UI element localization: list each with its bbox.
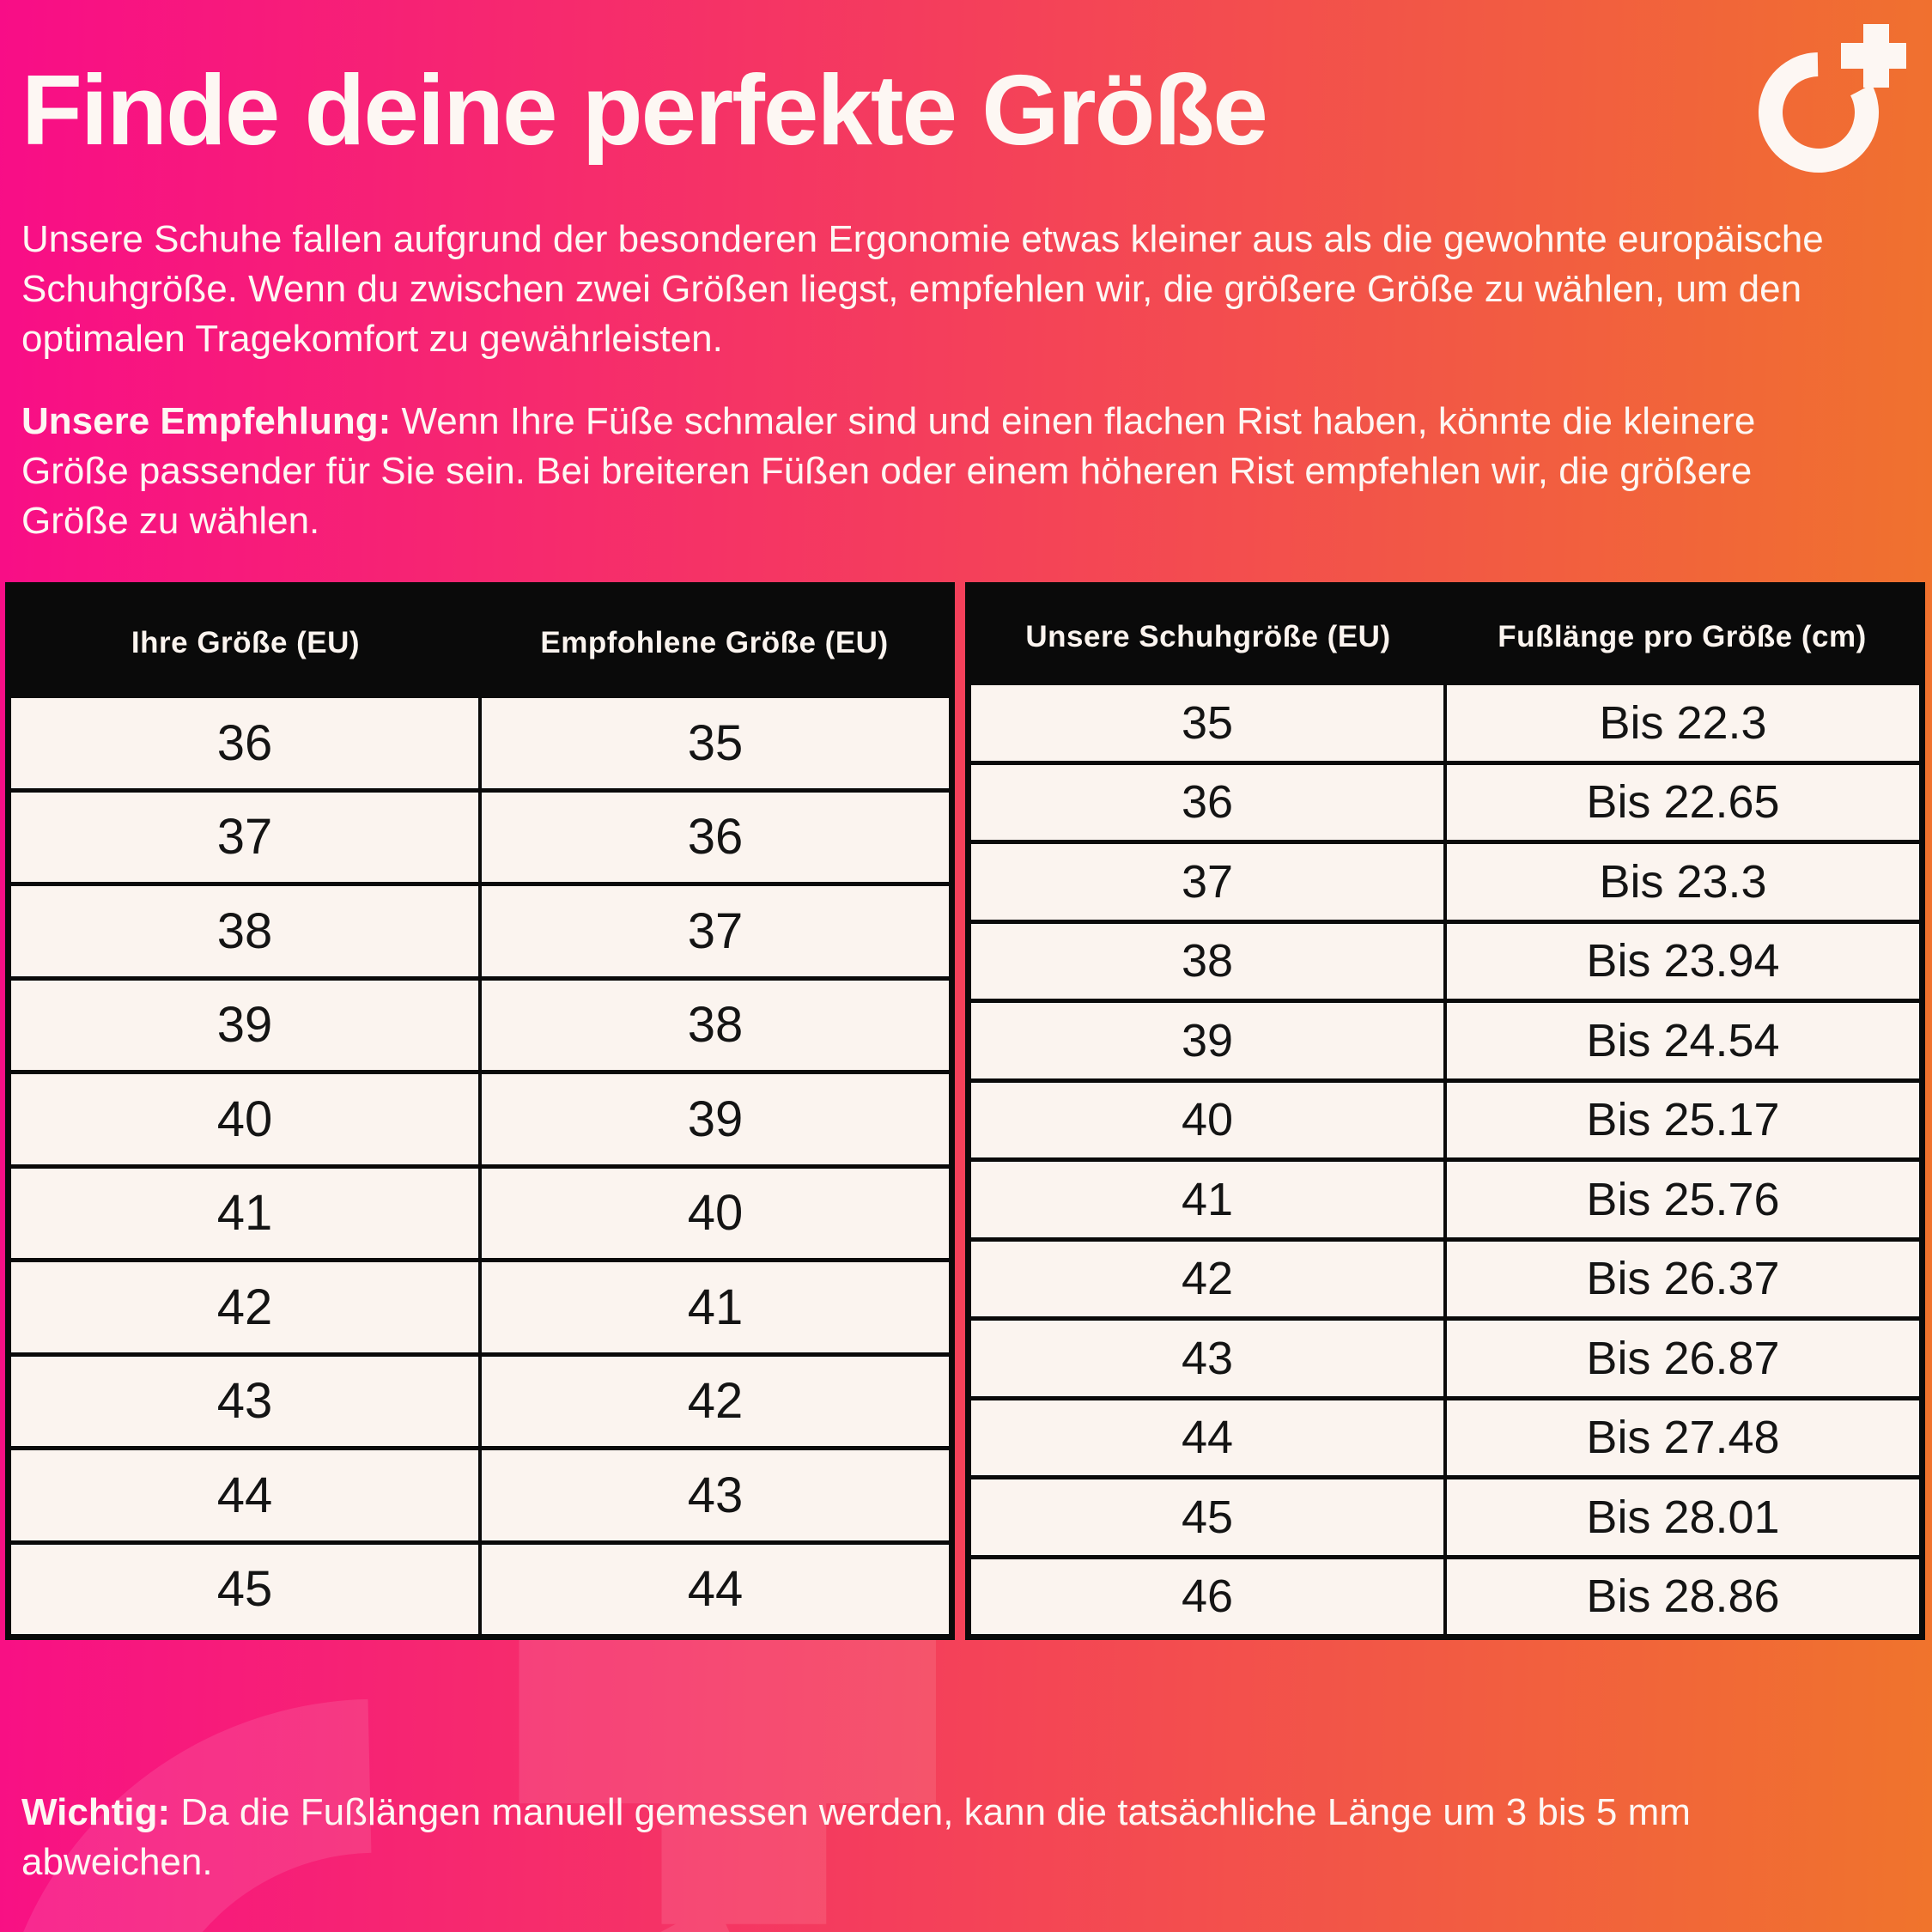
table-cell: 38 [1181, 935, 1234, 987]
table-cell: 40 [1181, 1094, 1234, 1146]
table-row [971, 1316, 1919, 1396]
table-cell: Bis 28.86 [1443, 1559, 1919, 1635]
table-cell: 37 [216, 809, 273, 866]
table-cell: Bis 27.48 [1443, 1400, 1919, 1476]
table-row [971, 920, 1919, 999]
table-cell: 37 [1181, 855, 1234, 908]
table-cell: 41 [478, 1262, 949, 1352]
foot-length-table-body [971, 685, 1919, 1634]
column-header-your-size: Ihre Größe (EU) [131, 626, 361, 659]
table-cell: 36 [478, 793, 949, 883]
table-row [971, 1396, 1919, 1476]
table-cell: 38 [216, 902, 273, 959]
table-cell: 44 [216, 1467, 273, 1523]
table-cell: Bis 23.94 [1443, 924, 1919, 999]
table-cell: 35 [1181, 696, 1234, 749]
table-cell: Bis 26.37 [1443, 1242, 1919, 1317]
table-row [971, 1078, 1919, 1158]
table-cell: Bis 28.01 [1443, 1479, 1919, 1555]
table-cell: 44 [478, 1545, 949, 1635]
size-conversion-table-body [11, 698, 949, 1634]
table-row [11, 976, 949, 1071]
table-cell: Bis 22.65 [1443, 765, 1919, 841]
note-label: Wichtig: [21, 1791, 171, 1833]
intro-paragraph: Unsere Schuhe fallen aufgrund der besonderen Ergonomie etwas kleiner aus als die gewohnte europäische Schuhgröße. Wenn du zwischen zwei Größen liegst, empfehlen wir, die größere Größe zu wählen, um den optimalen Tragekomfort zu gewährleisten. [21, 218, 1824, 360]
table-cell: 40 [216, 1091, 273, 1147]
column-header-foot-length: Fußlänge pro Größe (cm) [1498, 619, 1867, 653]
table-row [11, 788, 949, 883]
table-row [11, 1258, 949, 1352]
recommendation-label: Unsere Empfehlung: [21, 400, 392, 442]
table-row [971, 1555, 1919, 1635]
table-cell: 41 [1181, 1173, 1234, 1225]
table-cell: Bis 23.3 [1443, 844, 1919, 920]
table-cell: 40 [478, 1169, 949, 1259]
table-cell: 39 [216, 997, 273, 1054]
table-row [971, 1475, 1919, 1555]
table-cell: 36 [1181, 776, 1234, 829]
table-cell: 45 [216, 1561, 273, 1618]
table-row [11, 1070, 949, 1164]
table-row [11, 1540, 949, 1635]
table-cell: 39 [1181, 1014, 1234, 1066]
table-row [971, 761, 1919, 841]
table-cell: Bis 25.76 [1443, 1162, 1919, 1237]
table-row [11, 698, 949, 788]
table-cell: 42 [478, 1357, 949, 1447]
table-row [971, 685, 1919, 761]
table-cell: Bis 25.17 [1443, 1083, 1919, 1158]
note-paragraph [21, 1788, 1868, 1887]
table-cell: 43 [478, 1450, 949, 1540]
table-row [11, 1446, 949, 1540]
table-row [971, 999, 1919, 1078]
column-header-recommended-size: Empfohlene Größe (EU) [540, 626, 889, 659]
foot-length-table-header [971, 588, 1919, 685]
table-row [971, 1237, 1919, 1317]
table-cell: 42 [216, 1279, 273, 1335]
table-cell: 44 [1181, 1412, 1234, 1464]
table-cell: 43 [216, 1373, 273, 1430]
table-cell: Bis 26.87 [1443, 1321, 1919, 1396]
table-cell: 46 [1181, 1571, 1234, 1623]
table-cell: 35 [478, 698, 949, 788]
table-cell: 42 [1181, 1253, 1234, 1305]
table-cell: 45 [1181, 1491, 1234, 1543]
column-header-our-shoe-size: Unsere Schuhgröße (EU) [1025, 619, 1391, 653]
table-cell: 41 [216, 1185, 273, 1242]
table-cell: 43 [1181, 1332, 1234, 1384]
table-cell: Bis 22.3 [1443, 685, 1919, 761]
recommendation-text: Wenn Ihre Füße schmaler sind und einen flachen Rist haben, könnte die kleinere Größe passender für Sie sein. Bei breiteren Füßen oder einem höheren Rist empfehlen wir, die größere Größe zu wählen. [21, 400, 1756, 542]
table-cell: 38 [478, 981, 949, 1071]
size-conversion-table [5, 582, 955, 1640]
table-row [971, 840, 1919, 920]
table-cell: 36 [216, 714, 273, 771]
table-cell: 39 [478, 1074, 949, 1164]
table-cell: 37 [478, 886, 949, 976]
recommendation-paragraph [21, 397, 1868, 546]
table-row [971, 1157, 1919, 1237]
table-row [11, 882, 949, 976]
circle-plus-logo-icon [1752, 24, 1906, 174]
size-conversion-table-header [11, 588, 949, 698]
table-row [11, 1164, 949, 1259]
foot-length-table [965, 582, 1925, 1640]
page-title: Finde deine perfekte Größe [21, 54, 1267, 166]
table-cell: Bis 24.54 [1443, 1003, 1919, 1078]
note-text: Da die Fußlängen manuell gemessen werden, kann die tatsächliche Länge um 3 bis 5 mm abweichen. [21, 1791, 1691, 1883]
table-row [11, 1352, 949, 1447]
